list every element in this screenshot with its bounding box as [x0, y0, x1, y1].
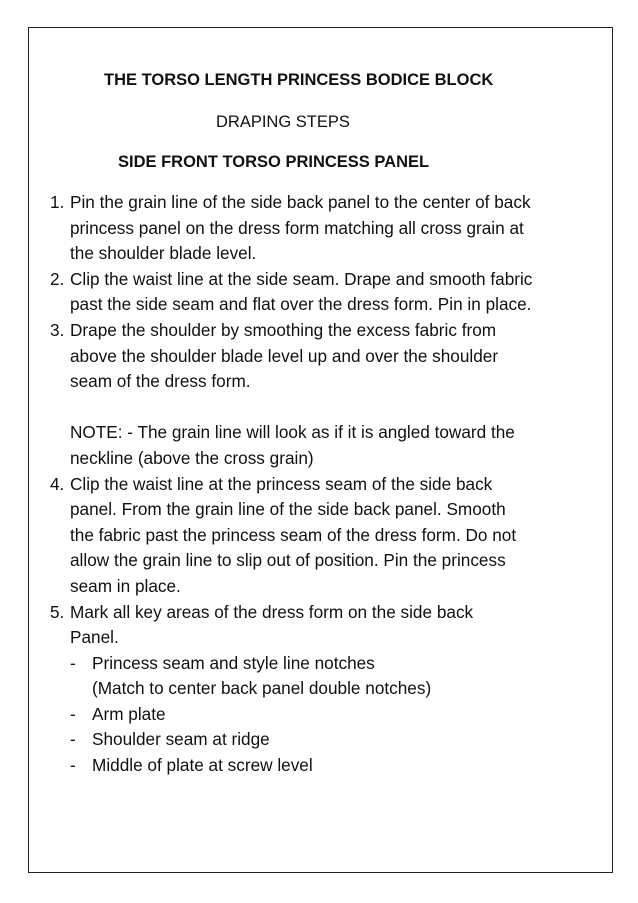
step-number: 4.	[50, 473, 65, 494]
bullet-dash: -	[70, 703, 76, 724]
spacer	[50, 395, 615, 421]
bullet-dash: -	[70, 755, 76, 776]
key-area-item	[70, 702, 615, 728]
step-3	[50, 318, 615, 395]
bullet-dash: -	[70, 729, 76, 750]
step-2	[50, 267, 615, 318]
key-area-text: Middle of plate at screw level	[92, 755, 313, 776]
step-number: 3.	[50, 319, 65, 340]
step-4	[50, 472, 615, 600]
step-text-line: princess panel on the dress form matching all cross grain at	[70, 217, 524, 238]
key-area-text: Arm plate	[92, 703, 166, 724]
step-text-line: allow the grain line to slip out of position. Pin the princess	[70, 550, 506, 571]
step-text-line: Pin the grain line of the side back panel to the center of back	[70, 192, 531, 212]
step-1	[50, 190, 615, 267]
step-text-line: Mark all key areas of the dress form on the side back	[70, 601, 474, 622]
key-area-item	[70, 753, 615, 779]
note-block	[50, 420, 615, 471]
step-text-line: above the shoulder blade level up and over the shoulder	[70, 345, 499, 366]
document-title: THE TORSO LENGTH PRINCESS BODICE BLOCK	[104, 71, 494, 89]
step-text-line: Panel.	[70, 627, 119, 648]
step-text-line: seam of the dress form.	[70, 371, 251, 392]
step-number: 2.	[50, 268, 65, 289]
step-text-line: past the side seam and flat over the dress form. Pin in place.	[70, 294, 532, 315]
step-text-line: Drape the shoulder by smoothing the excess fabric from	[70, 319, 497, 340]
step-text-line: the shoulder blade level.	[70, 243, 257, 264]
document-subtitle: DRAPING STEPS	[216, 113, 350, 131]
step-number: 1.	[50, 192, 65, 212]
draping-steps-list	[50, 190, 615, 779]
key-area-item	[70, 727, 615, 753]
bullet-dash: -	[70, 652, 76, 673]
note-text-line: neckline (above the cross grain)	[70, 447, 314, 468]
step-5	[50, 600, 615, 779]
step-text-line: Clip the waist line at the side seam. Drape and smooth fabric	[70, 268, 533, 289]
key-area-item	[70, 651, 615, 702]
key-area-text: Shoulder seam at ridge	[92, 729, 270, 750]
step-number: 5.	[50, 601, 65, 622]
key-area-text: (Match to center back panel double notches)	[92, 678, 432, 699]
key-area-text: Princess seam and style line notches	[92, 652, 375, 673]
step-text-line: seam in place.	[70, 575, 181, 596]
step-text-line: Clip the waist line at the princess seam of the side back	[70, 473, 493, 494]
step-text-line: panel. From the grain line of the side back panel. Smooth	[70, 499, 506, 520]
step-text-line: the fabric past the princess seam of the dress form. Do not	[70, 524, 517, 545]
section-heading: SIDE FRONT TORSO PRINCESS PANEL	[118, 153, 430, 171]
note-text-line: NOTE: - The grain line will look as if it is angled toward the	[70, 422, 515, 443]
